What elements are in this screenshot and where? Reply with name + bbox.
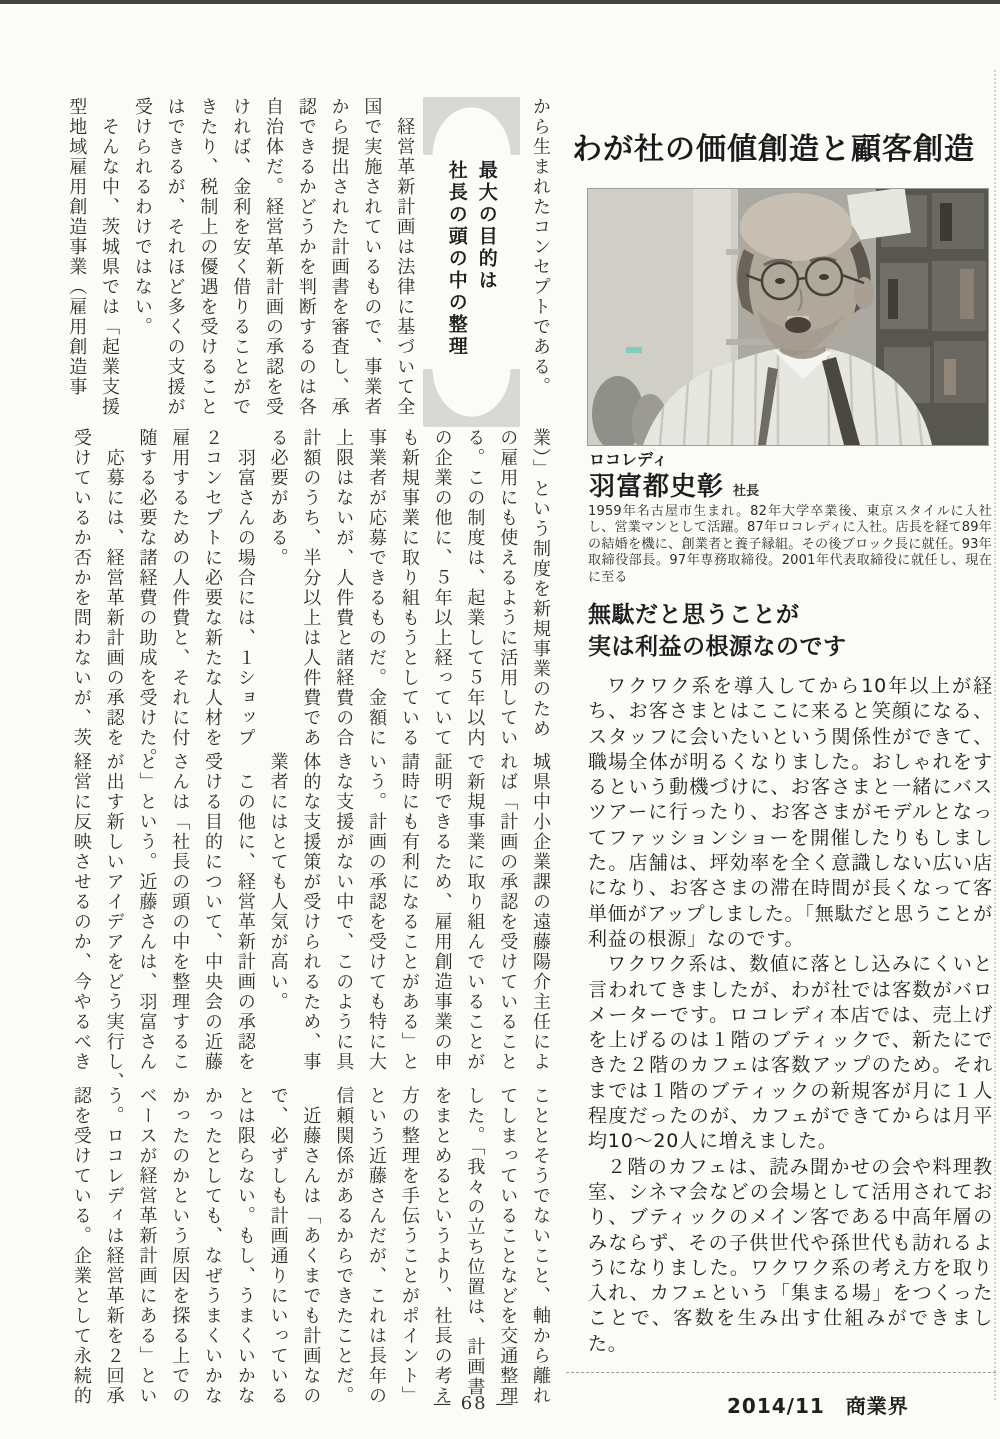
- body-paragraph: ２階のカフェは、読み聞かせの会や料理教室、シネマ会などの会場として活用されており、ブティックのメイン客である中高年層のみならず、その子供世代や孫世代も訪れるようになりました。ワクワク系の考え方を取り入れ、カフェという「集まる場」をつくったことで、客数を生み出す仕組みができました。: [588, 1155, 993, 1355]
- vertical-text-column: う。ロコレディは経営革新を２回承: [103, 1086, 125, 1406]
- vertical-text-column: 型地域雇用創造事業（雇用創造事: [66, 97, 88, 397]
- vertical-text-column: 城県中小企業課の遠藤陽介主任によ: [530, 752, 551, 1072]
- vertical-text-column: こととそうでないこと、軸から離れ: [530, 1086, 551, 1406]
- vertical-text-column: 受けられるわけではない。: [131, 97, 153, 337]
- vertical-text-column: で、必ずしも計画通りにいっている: [267, 1086, 289, 1406]
- vertical-text-column: 国で実施されているもので、事業者: [361, 97, 383, 417]
- vertical-text-column: かったとしても、なぜうまくいかな: [202, 1086, 224, 1406]
- page-number: — 68 —: [433, 1393, 516, 1414]
- vertical-text-column: 体的な支援策が受けられるため、事: [300, 752, 322, 1072]
- vertical-text-column: 業）」という制度を新規事業のため: [530, 428, 551, 739]
- pull-quote-heading-line-1: 無駄だと思うことが: [588, 602, 800, 628]
- vertical-text-column: 認できるかどうかを判断するのは各: [295, 97, 317, 417]
- vertical-text-column: る必要がある。: [267, 428, 289, 568]
- vertical-text-column: 認を受けている。企業として永続的: [70, 1086, 92, 1406]
- vertical-text-column: 経営革新計画は法律に基づいて全: [394, 97, 416, 417]
- vertical-text-column: ２コンセプトに必要な新たな人材を: [202, 428, 224, 748]
- vertical-text-column: の企業の他に、５年以上経っていて: [431, 428, 453, 748]
- vertical-text-column: きな支援がない中で、このように具: [333, 752, 355, 1072]
- body-paragraph: ワクワク系を導入してから10年以上が経ち、お客さまとはここに来ると笑顔になる、スタッフに会いたいという関係性ができて、職場全体が明るくなりました。おしゃれをするという動機づけに、お客さまと一緒にバスツアーに行ったり、お客さまがモデルとなってファッションショーを開催したりもしました。店舗は、坪効率を全く意識しない広い店になり、お客さまの滞在時間が長くなって客単価がアップしました。「無駄だと思うことが利益の根源」なのです。: [588, 675, 993, 950]
- vertical-text-column: 受ける目的について、中央会の近藤: [202, 752, 224, 1072]
- president-caption: [589, 466, 759, 503]
- vertical-text-column: てしまっていることなどを交通整理: [497, 1086, 519, 1406]
- vertical-text-column: かったのかという原因を探る上での: [169, 1086, 191, 1406]
- section-heading-box: [423, 97, 520, 427]
- vertical-text-column: から生まれたコンセプトである。: [530, 97, 551, 397]
- sidebar-body-text: [588, 674, 993, 1357]
- heading-bracket-bottom: [423, 369, 520, 427]
- vertical-text-column: れば「計画の承認を受けていること: [497, 752, 519, 1072]
- vertical-text-column: の雇用にも使えるように活用してい: [497, 428, 519, 748]
- vertical-text-column: という近藤さんだが、これは長年の: [366, 1086, 388, 1406]
- vertical-text-column: いう。計画の承認を受けても特に大: [366, 752, 388, 1072]
- vertical-text-column: 事業者が応募できるものだ。金額に: [366, 428, 388, 748]
- vertical-text-band-1: [63, 97, 556, 429]
- vertical-text-band-3: [63, 752, 556, 1092]
- president-name: 羽富都史彰: [589, 472, 725, 502]
- body-paragraph: ワクワク系は、数値に落とし込みにくいと言われてきましたが、わが社では客数がバロメーターです。ロコレディ本店では、売上げを上げるのは１階のブティックで、新たにできた２階のカフェは客数アップのため。それまでは１階のブティックの新規客が月に１人程度だったのが、カフェができてからは月平均10〜20人に増えました。: [588, 953, 993, 1153]
- photo-illustration: [588, 189, 988, 445]
- vertical-text-column: はできるが、それほど多くの支援が: [164, 97, 186, 417]
- company-name: ロコレディ: [589, 450, 668, 469]
- vertical-text-column: をまとめるというより、社長の考え: [431, 1086, 453, 1406]
- vertical-text-column: 方の整理を手伝うことがポイント」: [398, 1086, 420, 1406]
- issue-label: 2014/11 商業界: [727, 1394, 909, 1418]
- article-headline: わが社の価値創造と顧客創造: [572, 132, 975, 167]
- vertical-text-column: 計額のうち、半分以上は人件費であ: [300, 428, 322, 748]
- scan-right-edge-dots: [994, 70, 996, 1400]
- president-bio: 1959年名古屋市生まれ。82年大学卒業後、東京スタイルに入社し、営業マンとして活躍。87年ロコレディに入社。店長を経て89年の結婚を機に、創業者と養子縁組。その後ブロック長に就任。93年取締役部長。97年専務取締役。2001年代表取締役に就任し、現在に至る: [588, 504, 992, 585]
- vertical-text-column: と」という。近藤さんは、羽富さん: [136, 752, 158, 1072]
- vertical-text-column: 羽富さんの場合には、１ショップ: [234, 428, 256, 748]
- vertical-text-column: そんな中、茨城県では「起業支援: [99, 97, 121, 417]
- vertical-text-column: から提出された計画書を審査し、承: [328, 97, 350, 417]
- vertical-text-column: した。「我々の立ち位置は、計画書: [464, 1086, 486, 1397]
- vertical-text-column: で新規事業に取り組んでいることが: [464, 752, 486, 1072]
- vertical-text-column: ければ、金利を安く借りることがで: [230, 97, 252, 417]
- pull-quote-heading: [588, 599, 998, 663]
- section-heading: [423, 155, 520, 369]
- vertical-text-column: とは限らない。もし、うまくいかな: [234, 1086, 256, 1406]
- vertical-text-column: 証明できるため、雇用創造事業の申: [431, 752, 453, 1072]
- vertical-text-band-2: [63, 428, 556, 768]
- vertical-text-column: 請時にも有利になることがある」と: [398, 752, 420, 1072]
- vertical-text-column: 業者にはとても人気が高い。: [267, 752, 289, 1012]
- vertical-text-column: る。この制度は、起業して５年以内: [464, 428, 486, 748]
- vertical-text-column: 受けているか否かを問わないが、茨: [70, 428, 92, 748]
- president-title: 社長: [733, 484, 760, 499]
- vertical-text-column: ベースが経営革新計画にある」とい: [136, 1086, 158, 1406]
- vertical-text-column: 上限はないが、人件費と諸経費の合: [333, 428, 355, 748]
- section-heading-line-1: 最大の目的は: [475, 160, 498, 292]
- vertical-text-column: 信頼関係があるからできたことだ。: [333, 1086, 355, 1406]
- vertical-text-column: 自治体だ。経営革新計画の承認を受: [263, 97, 285, 417]
- vertical-text-column: きたり、税制上の優遇を受けること: [197, 97, 219, 417]
- vertical-text-column: 経営に反映させるのか、今やるべき: [70, 752, 92, 1072]
- footer-dashed-rule: [566, 1372, 996, 1373]
- vertical-text-column: も新規事業に取り組もうとしている: [398, 428, 420, 748]
- vertical-text-column: 雇用するための人件費と、それに付: [169, 428, 191, 748]
- vertical-text-column: さんは「社長の頭の中を整理するこ: [169, 752, 191, 1072]
- president-photo: [587, 188, 989, 446]
- vertical-text-column: この他に、経営革新計画の承認を: [234, 752, 256, 1072]
- pull-quote-heading-line-2: 実は利益の根源なのです: [588, 634, 847, 660]
- vertical-text-column: 随する必要な諸経費の助成を受けた。: [136, 428, 158, 768]
- vertical-text-column: 応募には、経営革新計画の承認を: [103, 428, 125, 748]
- vertical-text-column: 近藤さんは「あくまでも計画なの: [300, 1086, 322, 1406]
- vertical-text-band-4: [63, 1086, 556, 1418]
- vertical-text-column: が出す新しいアイデアをどう実行し、: [103, 752, 125, 1092]
- scan-top-edge: [0, 0, 1000, 4]
- heading-bracket-top: [423, 97, 520, 155]
- section-heading-line-2: 社長の頭の中の整理: [445, 160, 468, 358]
